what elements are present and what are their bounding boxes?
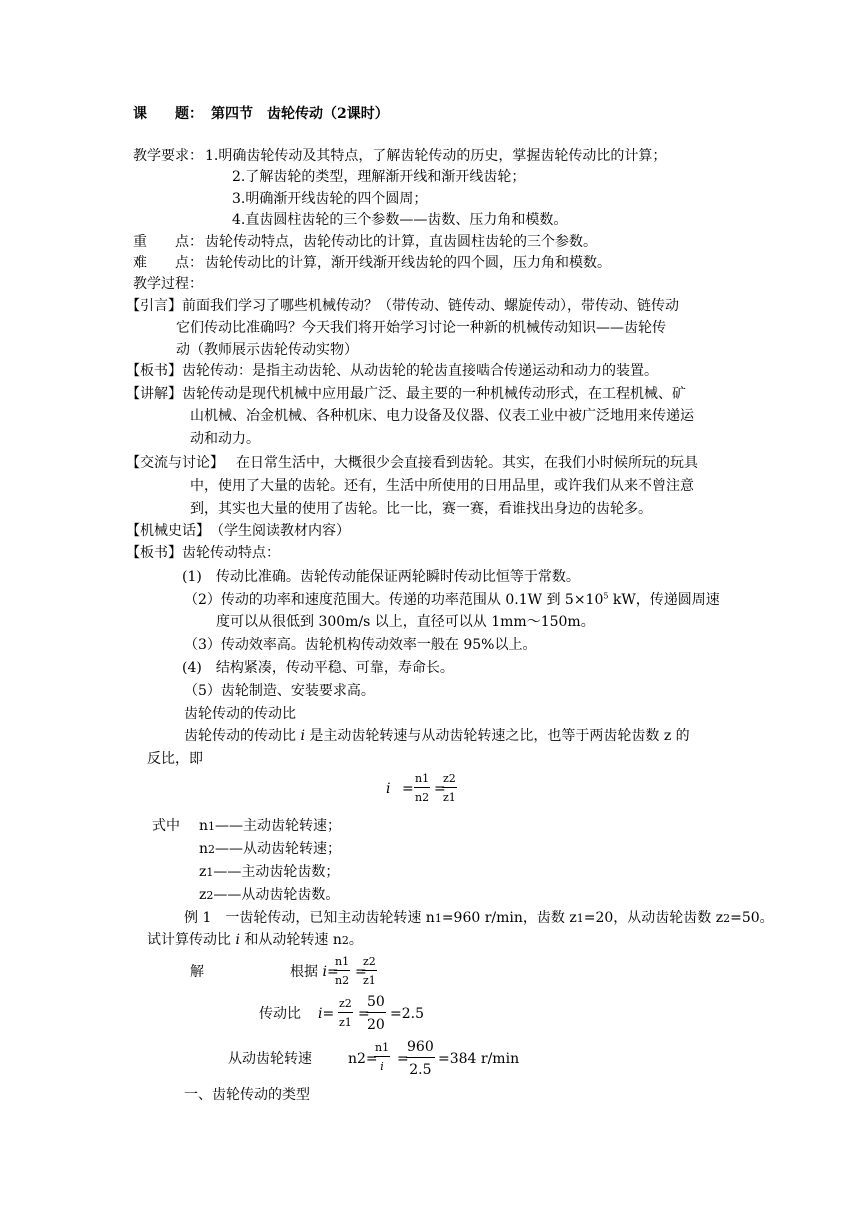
example-c: =20，从动齿轮齿数 z <box>583 910 724 926</box>
requirements-label: 教学要求： <box>133 148 203 164</box>
intro-line-3: 动（教师展示齿轮传动实物） <box>176 342 358 358</box>
example-line-1 <box>184 908 774 929</box>
example-2sub: 2 <box>341 934 349 947</box>
solution-fifty: 50 <box>366 993 386 1013</box>
solution-result-1: =2.5 <box>390 1006 424 1022</box>
solution-speed-label: 从动齿轮转速 <box>228 1051 312 1067</box>
requirement-item-3: 3.明确渐开线齿轮的四个圆周； <box>232 191 428 207</box>
where-label: 式中 <box>152 818 180 834</box>
example-d: =50。 <box>730 910 774 926</box>
solution-n2: n2 <box>335 974 350 987</box>
where-sym: n <box>199 841 209 857</box>
feature-item-2-line2: 度可以从很低到 300m/s 以上，直径可以从 1mm～150m。 <box>216 614 595 630</box>
discussion-line-2: 中，使用了大量的齿轮。还有，生活中所使用的日用品里，或许我们从来不曾注意 <box>190 478 694 494</box>
difficult-points-label: 难 点： <box>133 255 203 271</box>
example-2c: 。 <box>348 932 363 948</box>
where-desc: ——主动齿轮转速； <box>215 818 342 834</box>
intro-tag: 【引言】 <box>126 298 182 314</box>
lecture-tag: 【讲解】 <box>126 386 182 402</box>
feature-item-2-text: （2）传动的功率和速度范围大。传递的功率范围从 0.1W 到 5×10 <box>184 592 604 608</box>
where-sym: n <box>199 818 209 834</box>
title-line <box>133 104 389 124</box>
history-text: （学生阅读教材内容） <box>210 523 350 539</box>
discussion-tag: 【交流与讨论】 <box>126 455 224 471</box>
solution-fraction-z <box>362 955 377 988</box>
difficult-points-text: 齿轮传动比的计算，渐开线渐开线齿轮的四个圆，压力角和模数。 <box>205 255 611 271</box>
where-item-3 <box>199 862 339 883</box>
discussion-line-3: 到，其实也大量的使用了齿轮。比一比，赛一赛，看谁找出身边的齿轮多。 <box>190 501 652 517</box>
feature-item-1: (1) 传动比准确。齿轮传动能保证两轮瞬时传动比恒等于常数。 <box>182 569 580 585</box>
lecture-line-3: 动和动力。 <box>190 431 260 447</box>
formula-z2: z2 <box>442 772 457 788</box>
where-desc: ——从动齿轮齿数。 <box>213 887 340 903</box>
requirement-item-1: 1.明确齿轮传动及其特点，了解齿轮传动的历史，掌握齿轮传动比的计算； <box>205 148 667 164</box>
example-sub-2: 1 <box>576 912 584 925</box>
example-a: 例 1 一齿轮传动，已知主动齿轮转速 n <box>184 910 435 926</box>
solution-n1: n1 <box>334 955 350 971</box>
history-tag: 【机械史话】 <box>126 523 210 539</box>
process-label: 教学过程： <box>133 276 203 292</box>
solution-2-5: 2.5 <box>409 1062 432 1078</box>
solution-ratio-i: i= <box>318 1006 335 1022</box>
solution-speed-eq: = <box>397 1051 409 1067</box>
where-sym: z <box>199 864 207 880</box>
solution-960: 960 <box>406 1038 435 1058</box>
solution-speed-n1: n1 <box>374 1041 390 1057</box>
lecture-line-1: 齿轮传动是现代机械中应用最广泛、最主要的一种机械传动形式，在工程机械、矿 <box>182 386 686 402</box>
example-2i: i <box>235 932 240 948</box>
solution-twenty: 20 <box>367 1017 385 1033</box>
ratio-def-i: i <box>300 728 305 744</box>
solution-ratio-fraction-z <box>338 997 353 1030</box>
formula-n1: n1 <box>414 772 430 788</box>
where-sub: 1 <box>208 820 216 833</box>
board-text-1: 齿轮传动：是指主动齿轮、从动齿轮的轮齿直接啮合传递运动和动力的装置。 <box>182 363 658 379</box>
requirement-item-2: 2.了解齿轮的类型，理解渐开线和渐开线齿轮； <box>232 169 526 185</box>
solution-n2eq: n2= <box>348 1051 378 1067</box>
ratio-heading: 齿轮传动的传动比 <box>184 706 296 722</box>
where-sub: 1 <box>206 866 214 879</box>
ratio-def-line1: 是主动齿轮转速与从动齿轮转速之比，也等于两齿轮齿数 z 的 <box>304 728 690 744</box>
solution-z1: z1 <box>363 974 376 987</box>
key-points-label: 重 点： <box>133 234 203 250</box>
title-section: 第四节 齿轮传动（2课时） <box>211 106 389 122</box>
formula-n2: n2 <box>415 791 430 804</box>
solution-eq: = <box>355 964 367 980</box>
title-label: 课 题： <box>133 106 203 122</box>
solution-speed-i: i <box>380 1060 384 1073</box>
where-item-4 <box>199 885 339 906</box>
formula-fraction-n <box>414 772 430 805</box>
where-desc: ——主动齿轮齿数； <box>213 864 340 880</box>
solution-speed-fraction-num <box>406 1038 435 1079</box>
feature-item-5: （5）齿轮制造、安装要求高。 <box>184 683 375 699</box>
where-sub: 2 <box>208 843 216 856</box>
example-b: =960 r/min，齿数 z <box>441 910 577 926</box>
ratio-definition-line-2: 反比，即 <box>147 751 203 767</box>
board-tag-1: 【板书】 <box>126 363 182 379</box>
solution-ratio-fraction-num <box>366 993 386 1034</box>
intro-line-2: 它们传动比准确吗？今天我们将开始学习讨论一种新的机械传动知识——齿轮传 <box>176 320 666 336</box>
feature-item-2 <box>184 590 720 610</box>
solution-speed-fraction <box>374 1041 390 1074</box>
board-tag-2: 【板书】 <box>126 545 182 561</box>
feature-item-3: （3）传动效率高。齿轮机构传动效率一般在 95%以上。 <box>184 637 537 653</box>
example-2b: 和从动轮转速 n <box>239 932 342 948</box>
ratio-def-prefix: 齿轮传动的传动比 <box>184 728 301 744</box>
example-sub-3: 2 <box>723 912 731 925</box>
solution-z2: z2 <box>362 955 377 971</box>
solution-fraction-n <box>334 955 350 988</box>
where-sym: z <box>199 887 207 903</box>
solution-ratio-label: 传动比 <box>259 1006 301 1022</box>
formula-i: i <box>386 781 391 797</box>
solution-basis-label: 根据 <box>290 964 323 980</box>
intro-line-1: 前面我们学习了哪些机械传动？（带传动、链传动、螺旋传动），带传动、链传动 <box>182 298 679 314</box>
requirement-item-4: 4.直齿圆柱齿轮的三个参数——齿数、压力角和模数。 <box>232 212 568 228</box>
where-item-2 <box>199 839 341 860</box>
board-text-2: 齿轮传动特点： <box>182 545 280 561</box>
formula-eq-2: = <box>434 781 446 797</box>
solution-ratio-eq: = <box>358 1006 370 1022</box>
feature-item-2-tail: kW，传递圆周速 <box>608 592 720 608</box>
example-2a: 试计算传动比 <box>147 932 236 948</box>
ratio-definition-line-1 <box>184 726 690 746</box>
formula-z1: z1 <box>443 791 456 804</box>
section-heading-types: 一、齿轮传动的类型 <box>184 1087 310 1103</box>
example-sub-1: 1 <box>434 912 442 925</box>
solution-basis-eq: = <box>326 964 339 980</box>
example-line-2 <box>147 930 363 951</box>
formula-fraction-z <box>442 772 457 805</box>
solution-basis <box>290 962 339 982</box>
solution-ratio-z1: z1 <box>339 1016 352 1029</box>
key-points-text: 齿轮传动特点，齿轮传动比的计算，直齿圆柱齿轮的三个参数。 <box>205 234 597 250</box>
where-desc: ——从动齿轮转速； <box>215 841 342 857</box>
feature-item-4: (4) 结构紧凑，传动平稳、可靠，寿命长。 <box>182 660 454 676</box>
solution-jie: 解 <box>190 964 204 980</box>
solution-result-2: =384 r/min <box>438 1051 520 1067</box>
formula-eq-1: = <box>402 781 414 797</box>
feature-item-2-exp: 5 <box>603 591 609 601</box>
where-sub: 2 <box>206 889 214 902</box>
solution-basis-i: i <box>322 964 327 980</box>
solution-ratio-z2: z2 <box>338 997 353 1013</box>
discussion-line-1: 在日常生活中，大概很少会直接看到齿轮。其实，在我们小时候所玩的玩具 <box>236 455 698 471</box>
where-item-1 <box>199 816 341 837</box>
lecture-line-2: 山机械、冶金机械、各种机床、电力设备及仪器、仪表工业中被广泛地用来传递运 <box>190 408 694 424</box>
